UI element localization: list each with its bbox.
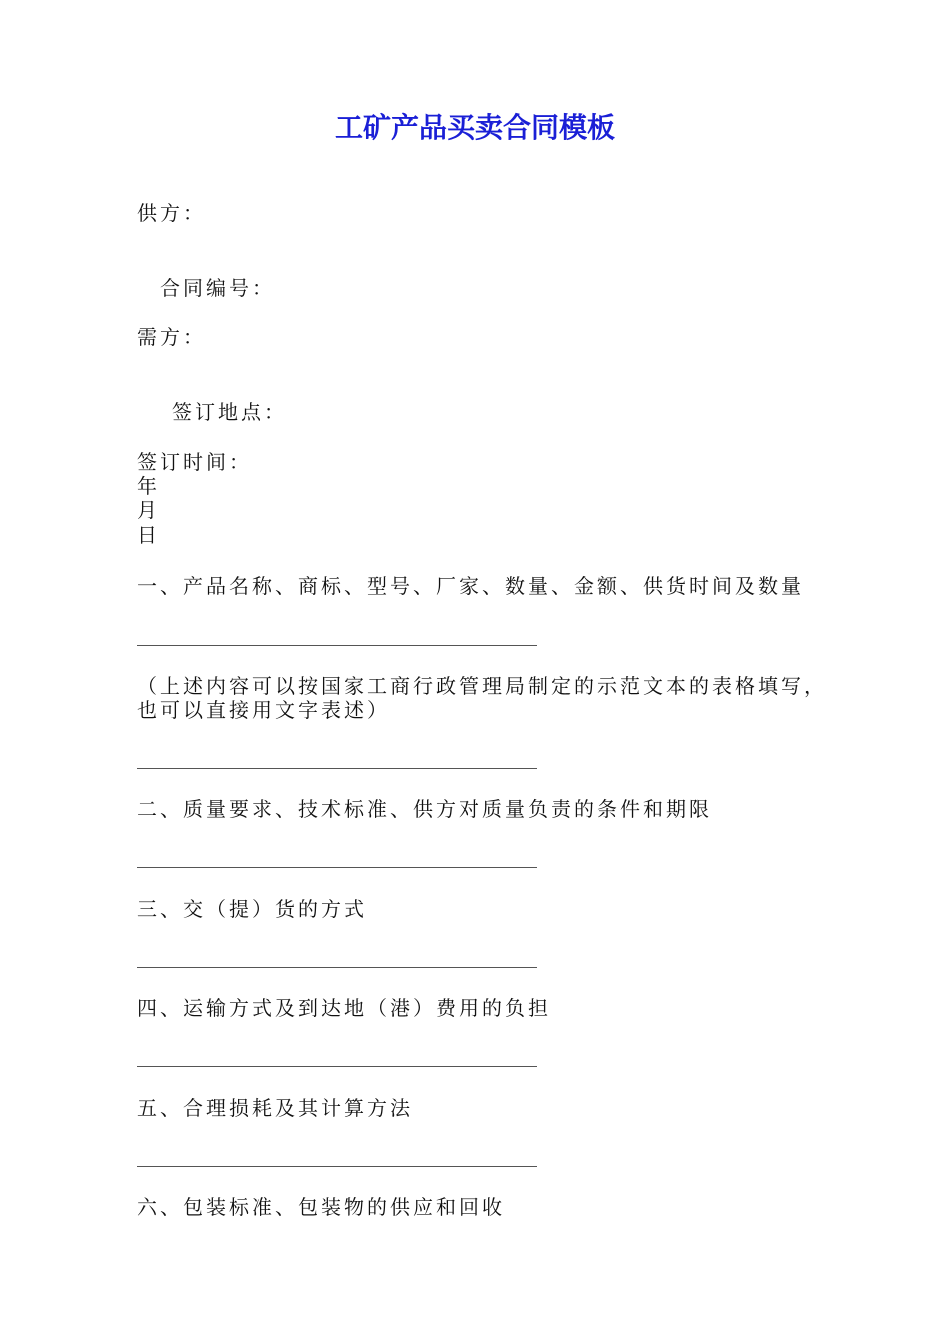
section-6-heading: 六、包装标准、包装物的供应和回收 bbox=[137, 1195, 505, 1219]
month-label: 月 bbox=[137, 498, 160, 522]
sign-time-label: 签订时间： bbox=[137, 450, 252, 474]
blank-line bbox=[137, 1066, 537, 1067]
document-title: 工矿产品买卖合同模板 bbox=[334, 111, 615, 144]
supplier-label: 供方： bbox=[137, 201, 206, 225]
year-label: 年 bbox=[137, 474, 160, 498]
blank-line bbox=[137, 645, 537, 646]
day-label: 日 bbox=[137, 523, 160, 547]
section-1-note-line-2: 也可以直接用文字表述） bbox=[137, 698, 390, 722]
section-2-heading: 二、质量要求、技术标准、供方对质量负责的条件和期限 bbox=[137, 797, 712, 821]
blank-line bbox=[137, 967, 537, 968]
blank-line bbox=[137, 1166, 537, 1167]
buyer-label: 需方： bbox=[137, 325, 206, 349]
section-4-heading: 四、运输方式及到达地（港）费用的负担 bbox=[137, 996, 551, 1020]
section-1-note-line-1: （上述内容可以按国家工商行政管理局制定的示范文本的表格填写， bbox=[137, 674, 827, 698]
section-5-heading: 五、合理损耗及其计算方法 bbox=[137, 1096, 413, 1120]
sign-place-label: 签订地点： bbox=[172, 400, 287, 424]
blank-line bbox=[137, 768, 537, 769]
contract-number-label: 合同编号： bbox=[160, 276, 275, 300]
section-3-heading: 三、交（提）货的方式 bbox=[137, 897, 367, 921]
blank-line bbox=[137, 867, 537, 868]
section-1-heading: 一、产品名称、商标、型号、厂家、数量、金额、供货时间及数量 bbox=[137, 574, 804, 598]
